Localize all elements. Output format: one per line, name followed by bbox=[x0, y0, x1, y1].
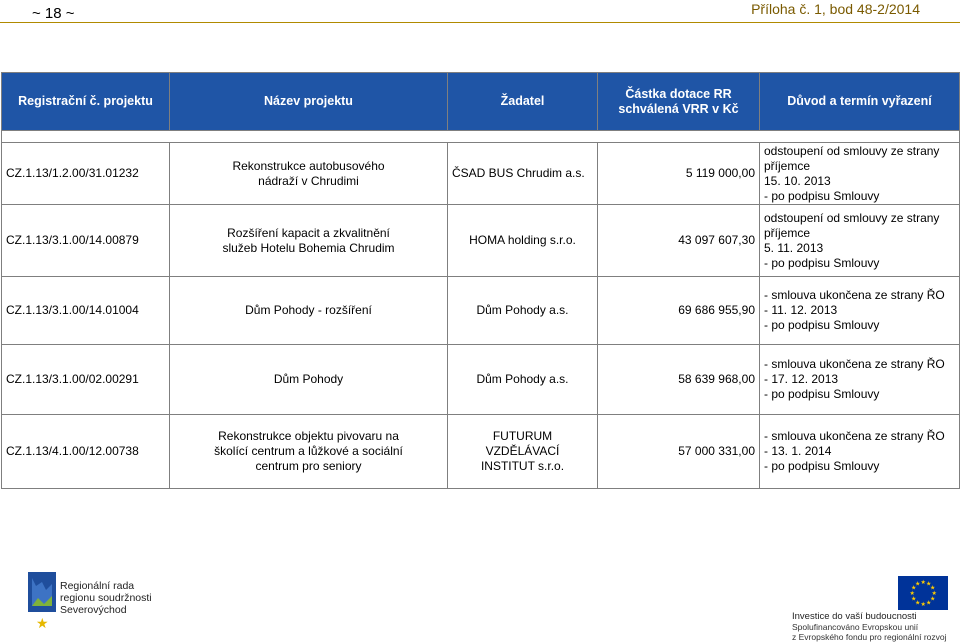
annex-label: Příloha č. 1, bod 48-2/2014 bbox=[751, 1, 920, 17]
logo-text-line: z Evropského fondu pro regionální rozvoj bbox=[792, 632, 947, 642]
logo-text-line: Regionální rada bbox=[60, 580, 135, 592]
reg-no-cell: CZ.1.13/3.1.00/14.00879 bbox=[2, 205, 170, 277]
reason-line: - po podpisu Smlouvy bbox=[764, 188, 880, 203]
reason-line: 5. 11. 2013 bbox=[764, 240, 824, 255]
column-header-name: Název projektu bbox=[170, 73, 448, 131]
table-row bbox=[2, 205, 960, 277]
amount-cell: 57 000 331,00 bbox=[598, 415, 760, 489]
table-row bbox=[2, 277, 960, 345]
reason-line: - smlouva ukončena ze strany ŘO bbox=[764, 357, 945, 371]
eu-star-icon: ★ bbox=[911, 584, 917, 592]
svg-text:★: ★ bbox=[36, 616, 49, 632]
eu-star-icon: ★ bbox=[915, 599, 921, 607]
reg-no-cell: CZ.1.13/3.1.00/02.00291 bbox=[2, 345, 170, 415]
applicant-text: FUTURUM VZDĚLÁVACÍ INSTITUT s.r.o. bbox=[480, 429, 565, 473]
reg-no-cell: CZ.1.13/4.1.00/12.00738 bbox=[2, 415, 170, 489]
amount-cell: 43 097 607,30 bbox=[598, 205, 760, 277]
logo-text-line: Severovýchod bbox=[60, 604, 127, 616]
reason-line: - po podpisu Smlouvy bbox=[764, 387, 880, 401]
eu-star-icon: ★ bbox=[930, 595, 936, 603]
regional-council-logo bbox=[28, 568, 218, 638]
amount-cell: 5 119 000,00 bbox=[598, 143, 760, 205]
logo-text-line: Investice do vaší budoucnosti bbox=[792, 611, 917, 622]
reason-cell bbox=[760, 143, 960, 205]
eu-logo bbox=[790, 576, 960, 643]
amount-cell: 69 686 955,90 bbox=[598, 277, 760, 345]
amount-cell: 58 639 968,00 bbox=[598, 345, 760, 415]
regional-council-emblem-icon bbox=[28, 572, 58, 636]
page-header bbox=[0, 0, 960, 24]
project-name-text: Rekonstrukce objektu pivovaru na školící centrum a lůžkové a sociální centrum pro seniory bbox=[214, 429, 403, 473]
applicant-cell: Dům Pohody a.s. bbox=[448, 345, 598, 415]
column-header-reg-no: Registrační č. projektu bbox=[2, 73, 170, 131]
column-header-reason: Důvod a termín vyřazení bbox=[760, 73, 960, 131]
project-name-cell bbox=[170, 415, 448, 489]
eu-star-icon: ★ bbox=[926, 599, 932, 607]
reg-no-cell: CZ.1.13/3.1.00/14.01004 bbox=[2, 277, 170, 345]
reason-line: odstoupení od smlouvy ze strany příjemce bbox=[764, 210, 940, 240]
table-row bbox=[2, 143, 960, 205]
project-name-cell bbox=[170, 205, 448, 277]
logo-text-line: regionu soudržnosti bbox=[60, 592, 152, 604]
regional-council-text bbox=[60, 580, 210, 616]
eu-star-icon: ★ bbox=[931, 590, 937, 597]
reason-cell bbox=[760, 345, 960, 415]
reason-cell bbox=[760, 415, 960, 489]
column-header-amount: Částka dotace RR schválená VRR v Kč bbox=[598, 73, 760, 131]
applicant-cell: Dům Pohody a.s. bbox=[448, 277, 598, 345]
reason-line: - 11. 12. 2013 bbox=[764, 303, 838, 317]
projects-table bbox=[1, 72, 960, 489]
eu-star-icon: ★ bbox=[911, 595, 917, 603]
reason-line: - smlouva ukončena ze strany ŘO bbox=[764, 429, 945, 443]
eu-logo-text bbox=[792, 612, 960, 642]
eu-star-icon: ★ bbox=[909, 590, 915, 597]
table-spacer bbox=[2, 131, 960, 143]
project-name-cell bbox=[170, 143, 448, 205]
reason-cell bbox=[760, 205, 960, 277]
column-header-applicant: Žadatel bbox=[448, 73, 598, 131]
reason-line: - 17. 12. 2013 bbox=[764, 372, 839, 386]
applicant-cell: HOMA holding s.r.o. bbox=[448, 205, 598, 277]
project-name-cell: Dům Pohody bbox=[170, 345, 448, 415]
eu-star-icon: ★ bbox=[920, 601, 926, 608]
project-name-text: Rozšíření kapacit a zkvalitnění služeb Hotelu Bohemia Chrudim bbox=[222, 225, 395, 255]
page-number: ~ 18 ~ bbox=[32, 5, 75, 22]
reason-line: - po podpisu Smlouvy bbox=[764, 318, 880, 332]
reason-line: - po podpisu Smlouvy bbox=[764, 255, 880, 270]
eu-star-icon: ★ bbox=[926, 580, 932, 588]
header-rule bbox=[0, 22, 960, 23]
eu-star-icon: ★ bbox=[930, 584, 936, 592]
reason-line: - smlouva ukončena ze strany ŘO bbox=[764, 288, 945, 302]
reason-cell bbox=[760, 277, 960, 345]
reason-line: odstoupení od smlouvy ze strany příjemce bbox=[764, 143, 940, 173]
project-name-cell: Dům Pohody - rozšíření bbox=[170, 277, 448, 345]
eu-star-icon: ★ bbox=[915, 580, 921, 588]
table-row bbox=[2, 415, 960, 489]
reason-line: - po podpisu Smlouvy bbox=[764, 459, 880, 473]
logo-text-line: Spolufinancováno Evropskou unií bbox=[792, 622, 919, 632]
table-header-row bbox=[2, 73, 960, 131]
table-row bbox=[2, 345, 960, 415]
eu-star-icon: ★ bbox=[920, 579, 926, 586]
reason-line: - 13. 1. 2014 bbox=[764, 444, 832, 458]
project-name-text: Rekonstrukce autobusového nádraží v Chrudimi bbox=[232, 158, 385, 188]
applicant-cell: ČSAD BUS Chrudim a.s. bbox=[448, 143, 598, 205]
eu-flag-icon bbox=[898, 576, 948, 610]
reg-no-cell: CZ.1.13/1.2.00/31.01232 bbox=[2, 143, 170, 205]
applicant-cell bbox=[448, 415, 598, 489]
reason-line: 15. 10. 2013 bbox=[764, 173, 831, 188]
